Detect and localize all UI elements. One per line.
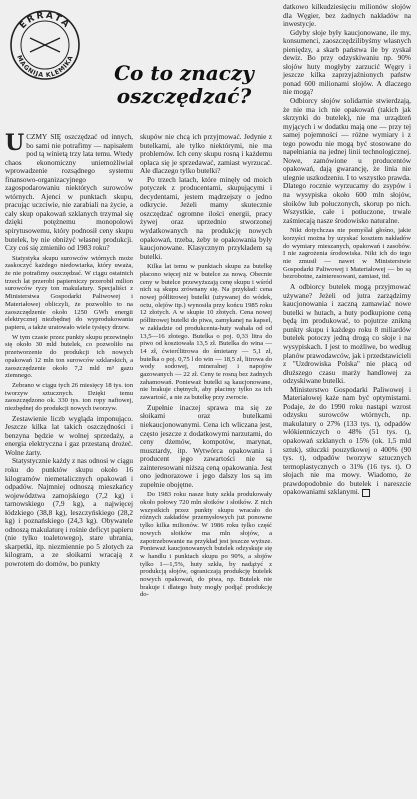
paragraph: skupów nie chcą ich przyjmować. Jedynie z butelkami, ale tylko niektórymi, nie ma problemów. Ich ceny skupu rosną i każdemu opłaca się je sprzedawać, zamiast wyrzucać. Ale dlaczego tylko butelki? [140,132,272,176]
column-b [140,133,272,601]
paragraph: Zebrano w ciągu tych 26 miesięcy 18 tys. ton tworzyw sztucznych. Dzięki temu zaoszczędzono ok. 330 tys. ton ropy naftowej, niezbędnej do produkcji nowych tworzyw. [5,381,133,413]
errata-stamp [8,8,82,82]
svg-text:ERRATA: ERRATA [17,10,73,32]
end-of-article-mark [362,489,370,497]
column-a [5,130,133,569]
paragraph: Zupełnie inaczej sprawa ma się ze słoikami oraz butelkami niekaucjonowanymi. Cena ich wliczana jest, często jeszcze z dodatkowymi narzutami, do ceny dżemów, kompotów, marynat, musztardy, itp. Wytwórca opakowania i producent jego zawartości nie są zainteresowani niższą ceną opakowania. Jest ono jednorazowe i jego dalszy los są im zupełnie obojętne. [140,402,272,489]
paragraph: Statystyka skupu surowców wtórnych może zaskoczyć każdego niedowiarka, który uważa, że nie potrafimy oszczędzać. W ciągu ostatnich trzech lat przerobi papierniczy przerobił milion surowców ryzy ton makulatury. Specjaliści z Ministerstwa Gospodarki Paliwowej i Materiałowej obliczyli, że pozwoliło to na zaoszczędzenie około 1250 GWh energii elektrycznej niezbędnej do wyprodukowania papieru, a także uratowało wiele tysięcy drzew. [5,254,133,331]
paragraph: A odbiorcy butelek mogą przyjmować używane? Jeżeli od jutra zarządzimy kaucjonowania i zaczną zamawiać nowe butelki w hutach, a huty podkupione ceną będą im produkować, to pojutrze znikną punkty skupu i każdego roku 8 miliardów butelek potoczy jedną drogą co słoje i na wysypiskach. I jest to możliwe, bo według planów prawodawców, jak i przedstawicieli z "Uzdrowiska Polska" nie płacą od dłuższego czasu marży handlowej za odzyskiwane butelki. [283,282,411,386]
paragraph: datkowo kilkudziesięciu milionów słojów dla Węgier, bez żadnych nakładów na inwestycje. [283,2,411,29]
stamp-seal-icon [8,8,82,82]
svg-text:MAGNIJA KLEMIKA: MAGNIJA KLEMIKA [15,54,75,80]
lead-paragraph: UCZMY SIĘ oszczędzać od innych, bo sami nie potrafimy — napisałem pod tą winietą trzy lata temu. Wtedy chaos ekonomiczny uniemożliwiał wprowadzenie rozsądnego systemu finansowo-organizacyjnego w zagospodarowaniu niektórych surowców wtórnych. Ajenci w punktach skupu, pracując uczciwie, nie zarabiali na życie, a cały skup opakowań szklanych trzymał się dzięki potężnemu monopolowi spirytusowemu, który podnosił ceny skupu butelek, by nie obniżyć własnej produkcji. Czy coś się zmieniło od 1983 roku? [5,130,133,253]
drop-cap: U [5,130,25,156]
headline-line-1: Co to znaczy [114,61,254,85]
paragraph: Po trzech latach, które minęły od moich potyczek z producentami, skupującymi i decydentami, jestem mądrzejszy o jedno odkrycie. Jeżeli mamy skutecznie oszczędzać ogromne ilości energii, pracy żywej oraz uprzednio stworzonej wydatkowanych na produkcję nowych opakowań, trzeba, żeby te opakowania były kaucjonowane. Klasycznym przykładem są butelki. [140,174,272,261]
paragraph: Do 1983 roku nasze huty szkła produkowały około połowy 720 mln słoików i słoików. Z nich wszystkich przez punkty skupu wracało do różnych zakładów przemysłowych już ponowne tylko kilka milionów. W 1986 roku tylko część nowych słoików ma mln słojów, a zapotrzebowanie na przykład jest jeszcze wyższe. Ponieważ kaucjonowanych butelek odzyskuje się w handlu i punktach skupu po 90%, a słojów tylko 1—1,5%, huty szkła, by nadążyć z produkcją słojów, ograniczają produkcję butelek nowych opakowań, do piwa, np. Butelek nie brakuje i dlatego huty mogły podjąć produkcję do- [140,491,272,599]
paragraph: Gdyby słoje były kaucjonowane, ile my, konsumenci, zaoszczędzilibyśmy własnych pieniędzy, a skarb państwa ile by zyskał dewiz. Bo przy odzyskiwaniu np. 90% słojów huty mogłyby zarzucić Węgry i jeszcze kilka zaprzyjaźnionych państw ponad 600 milionami słojów. A dlaczego nie mogą? [283,27,411,97]
paragraph: Ministerstwo Gospodarki Paliwowej i Materiałowej każe nam być optymistami. Podaje, że do 1990 roku nastąpi wzrost odzysku surowców wtórnych, np. makulatury o 27% (133 tys. t), odpadów włókienniczych o 48% (51 tys. t), opakowań szklanych o 15% (ok. 1,5 mld sztuk), stłuczki pouzytkowej o 400% (90 tys. t), odpadów tworzyw sztucznych termoplastycznych o 31% (16 tys. t). O słojach nie ma mowy. Wiadomo, że prawdopodobnie do butelek i nareszcie opakowaniami szklanymi. [283,384,411,497]
paragraph: Zestawienie liczb wygląda imponująco. Jeszcze kilka lat takich oszczędności i benzyna będzie w wolnej sprzedaży, a energia elektryczna i gaz przestaną drożeć. Wolne żarty. [5,413,133,457]
paragraph: W tym czasie przez punkty skupu przewinęło się około 30 mld butelek, co pozwoliło na przetworzenie do produkcji ich nowych opakowań 12 mln ton surowców szklarskich, a zaoszczędzenie około 7,2 mld m³ gazu ziemnego. [5,333,133,380]
paragraph: Statystycznie każdy z nas odnosi w ciągu roku do punktów skupu około 16 kilogramów niemetalicznych opakowań i odpadów. Najmniej odnoszą mieszkańcy województwa zamojskiego (7,2 kg) i tarnowskiego (7,9 kg), a najwięcej łódzkiego (38,8 kg), leszczyńskiego (28,2 kg) i poznańskiego (24,3 kg). Obywatele odnoszą makulaturę i rośnie deficyt papieru (nie tylko toaletowego), stare ubrania, skarpetki, itp. niezmiennie po 5 złotych za kilogram, a ze słoikami wracają z powrotem do domów, bo punkty [5,456,133,569]
paragraph: Nikt dotychczas nie pomyślał głośno, jakie korzyści można by uzyskać kosztem nakładów do wymiary mieszanych, opakowań i zasobów. I nie zagrożenia środowiska. Nikt ich do tego nie zmusił — nawet w Ministerstwie Gospodarki Paliwowej i Materiałowej — bo są bezrobotne, zainteresowani, zamiast, itd. [283,227,411,281]
headline [96,62,272,108]
paragraph: Kilka lat temu w punktach skupu za butelkę płacono więcej niż w butelce za nową. Obecnie ceny w butelce przewyższają cenę skupu i wśród nich są skupu zrównany się. Na przykład: cena nowej półlitrowej butelki (używanej do wódek, octu, olejów itp.) wynosiła przy końcu 1985 roku 12 złotych. A w skupie 10 złotych. Cena nowej półlitrowej butelki do piwa, zamykanej na kapsel, w zakładzie od produkcenta-huty wahała od od 13,5—16 złotego. Butelka o poj. 0,33 litra do piwo od kosztowała 13,5 zł. Butelka do wina — 14 zł, ćwierćlitrowa do śmietany — 5,1 zł, butelka o poj. 0,75 l do win — 18,5 zł, litrowa do wody sodowej, mineralnej i napojów gazowanych — 22 zł. Ceny te rosną bez żadnych zahamowań. Ponieważ butelki są kaucjonowane, nie brakuje chętnych, aby płacimy tylko za ich zawartość, a nie za butelkę przy zwrocie. [140,263,272,402]
headline-line-2: oszczędzać? [116,84,252,108]
paragraph: Odbiorcy słojów solidarnie stwierdzają, że nie ma ich nie opakowań (takich jak skrzynki do butelek), nie ma urządzeń myjących i w dodatku mają one — przy tej samej pojemności — różne wymiary i z tego powodu nie mogą być stosowane do napełniania na jednej linii technologicznej. Nowe, zamówione u producentów opakowań, dają gwarancję, że linia nie ulegnie uszkodzeniu. I to wszystko prawda. Dlatego rocznie wyrzucamy do zsypów i na wysypiska około 600 mln słojów, słoików lub połuczonych, skorup po nich. Wszystkie, całe i potłuczone, trwale zaśmiecają nasze środowisko naturalne. [283,96,411,225]
column-c [283,3,411,497]
